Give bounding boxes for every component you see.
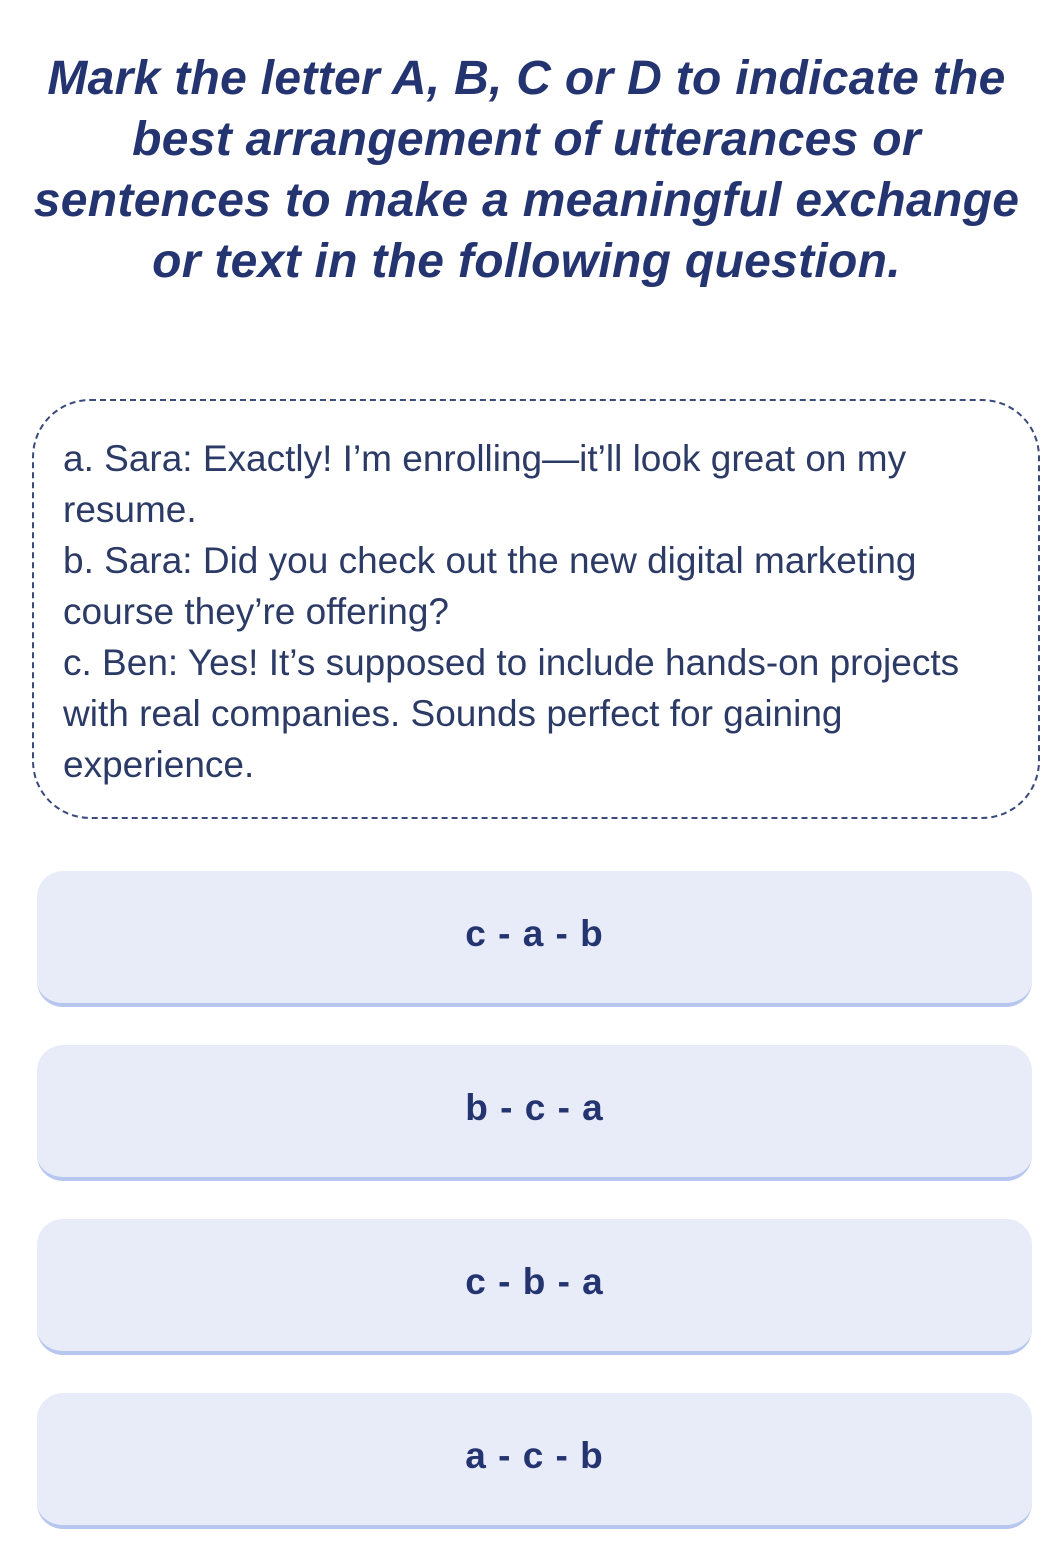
- answer-option-label: c - b - a: [465, 1261, 604, 1302]
- utterance-b: b. Sara: Did you check out the new digital marketing course they’re offering?: [63, 540, 917, 632]
- answer-option-label: a - c - b: [465, 1435, 604, 1476]
- question-instruction: Mark the letter A, B, C or D to indicate the best arrangement of utterances or sentences to make a meaningful exchange or text in the following question.: [33, 52, 1020, 288]
- utterance-a: a. Sara: Exactly! I’m enrolling—it’ll look great on my resume.: [63, 438, 907, 530]
- answer-option-label: c - a - b: [465, 913, 604, 954]
- answer-option-2[interactable]: [37, 1045, 1032, 1181]
- answer-option-4[interactable]: [37, 1393, 1032, 1529]
- answer-option-3[interactable]: [37, 1219, 1032, 1355]
- dialogue-box: [32, 399, 1040, 819]
- answer-option-label: b - c - a: [465, 1087, 604, 1128]
- answer-option-1[interactable]: [37, 871, 1032, 1007]
- utterance-c: c. Ben: Yes! It’s supposed to include hands-on projects with real companies. Sounds perfect for gaining experience.: [63, 642, 960, 785]
